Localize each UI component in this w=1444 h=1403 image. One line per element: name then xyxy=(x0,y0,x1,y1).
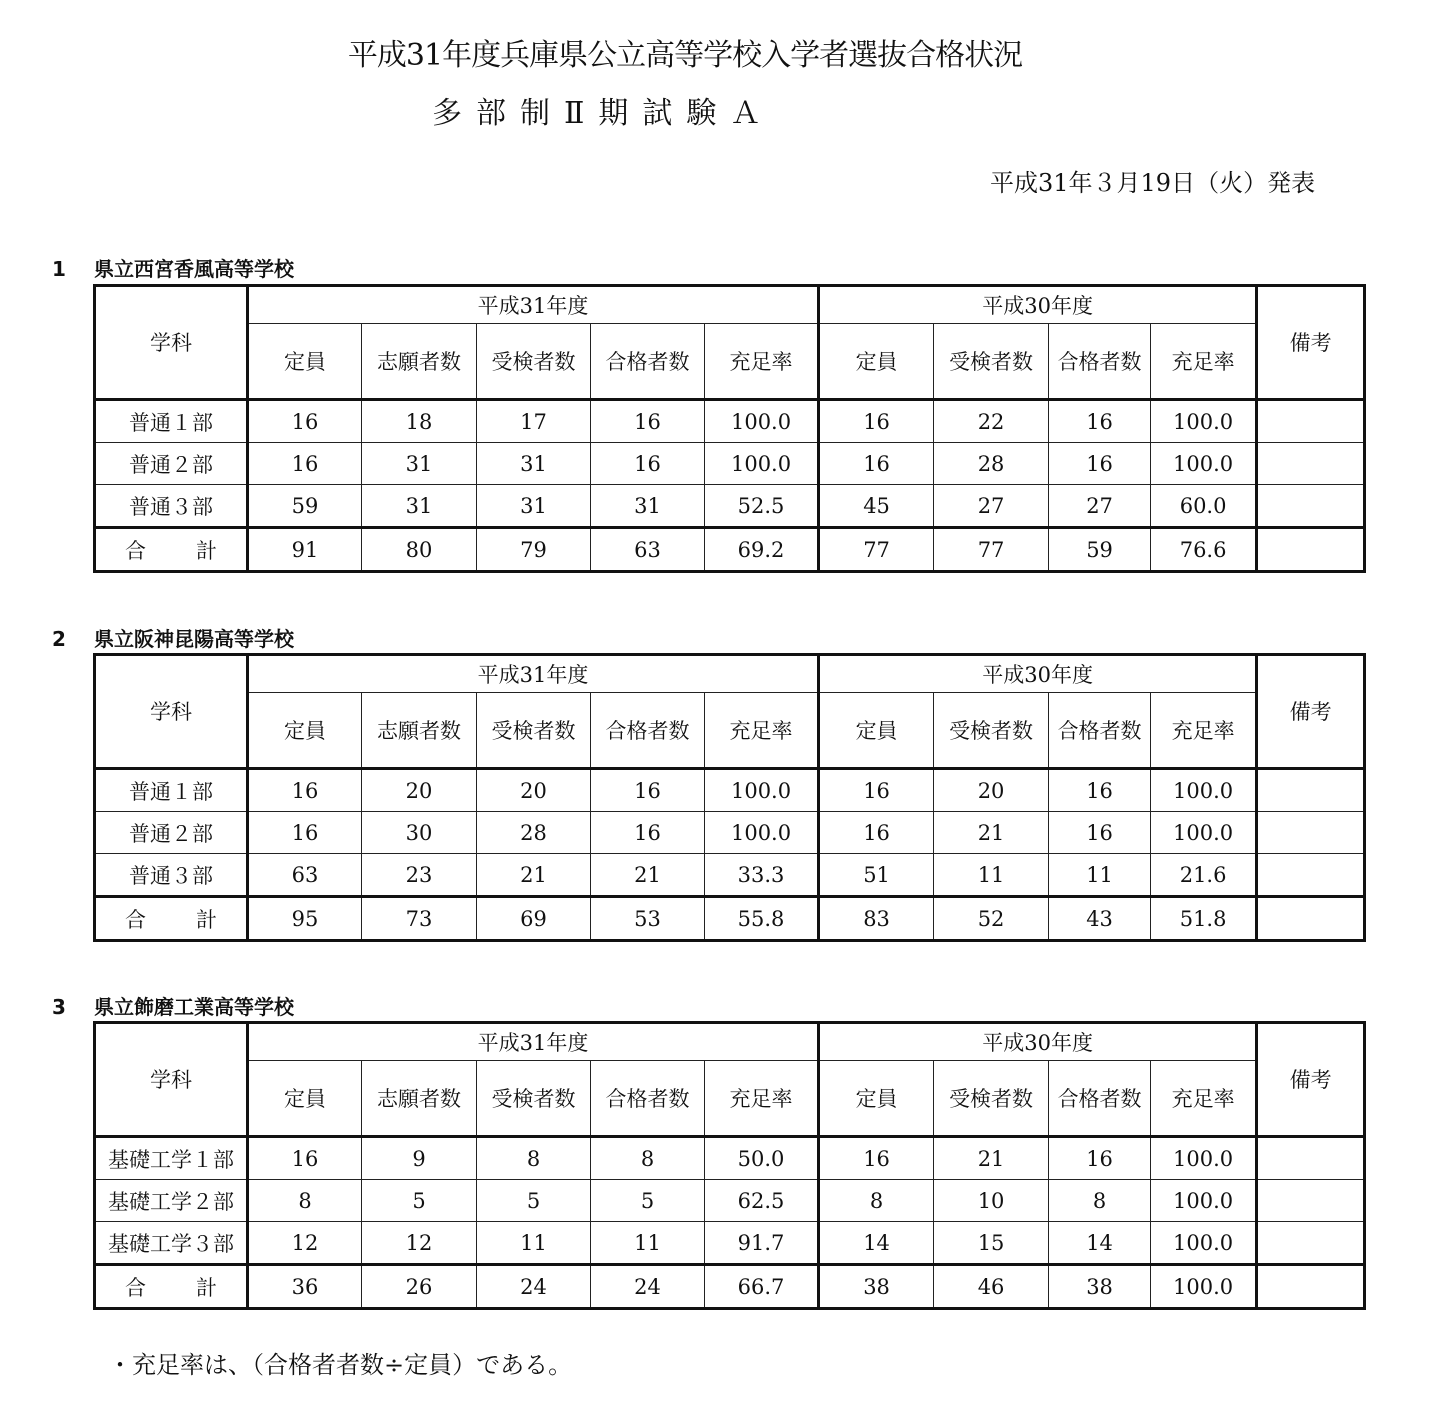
current-value-cell: 5 xyxy=(477,1180,591,1222)
current-value-cell: 16 xyxy=(591,769,705,812)
previous-value-cell: 51 xyxy=(819,854,934,897)
header-current-col: 合格者数 xyxy=(591,324,705,400)
total-current-cell: 63 xyxy=(591,528,705,572)
total-previous-cell: 46 xyxy=(934,1265,1049,1309)
current-value-cell: 11 xyxy=(591,1222,705,1265)
total-previous-cell: 100.0 xyxy=(1151,1265,1257,1309)
total-current-cell: 26 xyxy=(362,1265,477,1309)
header-current-col: 充足率 xyxy=(705,693,819,769)
current-value-cell: 62.5 xyxy=(705,1180,819,1222)
table-row xyxy=(95,854,1365,897)
total-current-cell: 53 xyxy=(591,897,705,941)
total-label-cell xyxy=(95,897,248,941)
current-value-cell: 20 xyxy=(477,769,591,812)
total-current-cell: 69 xyxy=(477,897,591,941)
header-row-columns xyxy=(95,324,1365,400)
current-value-cell: 16 xyxy=(248,1137,362,1180)
previous-value-cell: 14 xyxy=(1049,1222,1151,1265)
table-row xyxy=(95,1180,1365,1222)
previous-value-cell: 8 xyxy=(1049,1180,1151,1222)
header-row-years xyxy=(95,655,1365,693)
total-current-cell: 36 xyxy=(248,1265,362,1309)
results-table xyxy=(93,284,1366,573)
previous-value-cell: 27 xyxy=(934,485,1049,528)
current-value-cell: 31 xyxy=(362,485,477,528)
previous-value-cell: 100.0 xyxy=(1151,812,1257,854)
previous-value-cell: 8 xyxy=(819,1180,934,1222)
header-current-col: 志願者数 xyxy=(362,1061,477,1137)
current-value-cell: 16 xyxy=(248,812,362,854)
remark-cell xyxy=(1257,1180,1365,1222)
current-value-cell: 8 xyxy=(248,1180,362,1222)
department-cell: 普通３部 xyxy=(95,854,248,897)
header-year-current: 平成31年度 xyxy=(248,286,819,324)
table-row xyxy=(95,1137,1365,1180)
previous-value-cell: 11 xyxy=(934,854,1049,897)
previous-value-cell: 100.0 xyxy=(1151,1137,1257,1180)
previous-value-cell: 16 xyxy=(819,443,934,485)
school-heading xyxy=(52,253,294,282)
current-value-cell: 12 xyxy=(248,1222,362,1265)
previous-value-cell: 100.0 xyxy=(1151,1222,1257,1265)
school-number: 2 xyxy=(52,627,66,651)
previous-value-cell: 16 xyxy=(1049,400,1151,443)
header-previous-col: 充足率 xyxy=(1151,693,1257,769)
previous-value-cell: 100.0 xyxy=(1151,443,1257,485)
header-year-current: 平成31年度 xyxy=(248,1023,819,1061)
total-current-cell: 24 xyxy=(591,1265,705,1309)
header-current-col: 志願者数 xyxy=(362,693,477,769)
header-current-col: 受検者数 xyxy=(477,324,591,400)
header-current-col: 合格者数 xyxy=(591,693,705,769)
header-current-col: 定員 xyxy=(248,1061,362,1137)
remark-cell xyxy=(1257,400,1365,443)
current-value-cell: 17 xyxy=(477,400,591,443)
header-year-previous: 平成30年度 xyxy=(819,1023,1257,1061)
current-value-cell: 21 xyxy=(477,854,591,897)
current-value-cell: 91.7 xyxy=(705,1222,819,1265)
table-row xyxy=(95,485,1365,528)
current-value-cell: 11 xyxy=(477,1222,591,1265)
department-cell: 普通２部 xyxy=(95,443,248,485)
previous-value-cell: 10 xyxy=(934,1180,1049,1222)
department-cell: 普通１部 xyxy=(95,769,248,812)
previous-value-cell: 45 xyxy=(819,485,934,528)
header-current-col: 受検者数 xyxy=(477,1061,591,1137)
current-value-cell: 5 xyxy=(362,1180,477,1222)
total-previous-cell: 76.6 xyxy=(1151,528,1257,572)
total-previous-cell: 59 xyxy=(1049,528,1151,572)
total-label: 合計 xyxy=(125,907,217,932)
header-current-col: 受検者数 xyxy=(477,693,591,769)
current-value-cell: 5 xyxy=(591,1180,705,1222)
current-value-cell: 9 xyxy=(362,1137,477,1180)
results-table xyxy=(93,1021,1366,1310)
current-value-cell: 59 xyxy=(248,485,362,528)
current-value-cell: 100.0 xyxy=(705,443,819,485)
school-name: 県立西宮香風高等学校 xyxy=(94,257,294,281)
total-previous-cell: 77 xyxy=(819,528,934,572)
total-label: 合計 xyxy=(125,1275,217,1300)
previous-value-cell: 21.6 xyxy=(1151,854,1257,897)
header-current-col: 定員 xyxy=(248,693,362,769)
current-value-cell: 63 xyxy=(248,854,362,897)
total-current-cell: 73 xyxy=(362,897,477,941)
school-name: 県立飾磨工業高等学校 xyxy=(94,995,294,1019)
current-value-cell: 16 xyxy=(248,400,362,443)
previous-value-cell: 16 xyxy=(819,769,934,812)
total-current-cell: 95 xyxy=(248,897,362,941)
total-previous-cell: 38 xyxy=(819,1265,934,1309)
previous-value-cell: 100.0 xyxy=(1151,769,1257,812)
current-value-cell: 31 xyxy=(362,443,477,485)
school-number: 1 xyxy=(52,257,66,281)
total-previous-cell: 52 xyxy=(934,897,1049,941)
previous-value-cell: 16 xyxy=(819,1137,934,1180)
current-value-cell: 20 xyxy=(362,769,477,812)
current-value-cell: 52.5 xyxy=(705,485,819,528)
remark-cell xyxy=(1257,812,1365,854)
announcement-date: 平成31年３月19日（火）発表 xyxy=(990,169,1316,197)
previous-value-cell: 16 xyxy=(819,812,934,854)
total-current-cell: 69.2 xyxy=(705,528,819,572)
table-row xyxy=(95,769,1365,812)
header-previous-col: 受検者数 xyxy=(934,1061,1049,1137)
previous-value-cell: 22 xyxy=(934,400,1049,443)
total-current-cell: 91 xyxy=(248,528,362,572)
current-value-cell: 100.0 xyxy=(705,769,819,812)
table-row xyxy=(95,443,1365,485)
department-cell: 普通２部 xyxy=(95,812,248,854)
previous-value-cell: 16 xyxy=(1049,1137,1151,1180)
header-previous-col: 定員 xyxy=(819,693,934,769)
previous-value-cell: 15 xyxy=(934,1222,1049,1265)
total-remark-cell xyxy=(1257,528,1365,572)
header-year-previous: 平成30年度 xyxy=(819,655,1257,693)
current-value-cell: 28 xyxy=(477,812,591,854)
total-previous-cell: 51.8 xyxy=(1151,897,1257,941)
header-current-col: 志願者数 xyxy=(362,324,477,400)
previous-value-cell: 16 xyxy=(1049,812,1151,854)
current-value-cell: 16 xyxy=(591,812,705,854)
previous-value-cell: 14 xyxy=(819,1222,934,1265)
total-remark-cell xyxy=(1257,1265,1365,1309)
remark-cell xyxy=(1257,1137,1365,1180)
remark-cell xyxy=(1257,443,1365,485)
total-previous-cell: 43 xyxy=(1049,897,1151,941)
current-value-cell: 50.0 xyxy=(705,1137,819,1180)
previous-value-cell: 100.0 xyxy=(1151,400,1257,443)
header-remarks: 備考 xyxy=(1257,286,1365,400)
document-subtitle: 多部制Ⅱ期試験Ａ xyxy=(432,96,775,131)
department-cell: 基礎工学２部 xyxy=(95,1180,248,1222)
department-cell: 基礎工学３部 xyxy=(95,1222,248,1265)
total-label: 合計 xyxy=(125,538,217,563)
current-value-cell: 8 xyxy=(591,1137,705,1180)
school-number: 3 xyxy=(52,995,66,1019)
header-row-years xyxy=(95,1023,1365,1061)
total-previous-cell: 83 xyxy=(819,897,934,941)
header-previous-col: 定員 xyxy=(819,1061,934,1137)
current-value-cell: 30 xyxy=(362,812,477,854)
total-label-cell xyxy=(95,1265,248,1309)
header-previous-col: 受検者数 xyxy=(934,693,1049,769)
previous-value-cell: 27 xyxy=(1049,485,1151,528)
current-value-cell: 100.0 xyxy=(705,812,819,854)
header-current-col: 合格者数 xyxy=(591,1061,705,1137)
header-row-columns xyxy=(95,1061,1365,1137)
total-row xyxy=(95,1265,1365,1309)
table-row xyxy=(95,812,1365,854)
total-label-cell xyxy=(95,528,248,572)
table-row xyxy=(95,1222,1365,1265)
previous-value-cell: 28 xyxy=(934,443,1049,485)
total-current-cell: 80 xyxy=(362,528,477,572)
results-table xyxy=(93,653,1366,942)
header-current-col: 充足率 xyxy=(705,1061,819,1137)
remark-cell xyxy=(1257,769,1365,812)
previous-value-cell: 16 xyxy=(1049,443,1151,485)
header-previous-col: 合格者数 xyxy=(1049,693,1151,769)
previous-value-cell: 21 xyxy=(934,812,1049,854)
header-previous-col: 受検者数 xyxy=(934,324,1049,400)
current-value-cell: 31 xyxy=(591,485,705,528)
total-current-cell: 79 xyxy=(477,528,591,572)
previous-value-cell: 16 xyxy=(1049,769,1151,812)
header-remarks: 備考 xyxy=(1257,655,1365,769)
header-previous-col: 定員 xyxy=(819,324,934,400)
remark-cell xyxy=(1257,1222,1365,1265)
current-value-cell: 16 xyxy=(248,443,362,485)
header-previous-col: 合格者数 xyxy=(1049,1061,1151,1137)
current-value-cell: 31 xyxy=(477,485,591,528)
current-value-cell: 16 xyxy=(591,400,705,443)
header-subject: 学科 xyxy=(95,1023,248,1137)
total-current-cell: 24 xyxy=(477,1265,591,1309)
current-value-cell: 12 xyxy=(362,1222,477,1265)
previous-value-cell: 60.0 xyxy=(1151,485,1257,528)
footnote: ・充足率は、（合格者者数÷定員）である。 xyxy=(108,1351,573,1379)
remark-cell xyxy=(1257,854,1365,897)
header-row-columns xyxy=(95,693,1365,769)
total-previous-cell: 38 xyxy=(1049,1265,1151,1309)
header-year-previous: 平成30年度 xyxy=(819,286,1257,324)
total-current-cell: 55.8 xyxy=(705,897,819,941)
school-name: 県立阪神昆陽高等学校 xyxy=(94,627,294,651)
header-year-current: 平成31年度 xyxy=(248,655,819,693)
remark-cell xyxy=(1257,485,1365,528)
previous-value-cell: 21 xyxy=(934,1137,1049,1180)
department-cell: 普通１部 xyxy=(95,400,248,443)
department-cell: 普通３部 xyxy=(95,485,248,528)
current-value-cell: 16 xyxy=(591,443,705,485)
current-value-cell: 33.3 xyxy=(705,854,819,897)
header-row-years xyxy=(95,286,1365,324)
department-cell: 基礎工学１部 xyxy=(95,1137,248,1180)
current-value-cell: 21 xyxy=(591,854,705,897)
previous-value-cell: 16 xyxy=(819,400,934,443)
current-value-cell: 16 xyxy=(248,769,362,812)
total-remark-cell xyxy=(1257,897,1365,941)
total-current-cell: 66.7 xyxy=(705,1265,819,1309)
total-previous-cell: 77 xyxy=(934,528,1049,572)
current-value-cell: 100.0 xyxy=(705,400,819,443)
header-previous-col: 合格者数 xyxy=(1049,324,1151,400)
previous-value-cell: 100.0 xyxy=(1151,1180,1257,1222)
school-heading xyxy=(52,991,294,1020)
header-current-col: 定員 xyxy=(248,324,362,400)
total-row xyxy=(95,528,1365,572)
previous-value-cell: 20 xyxy=(934,769,1049,812)
current-value-cell: 31 xyxy=(477,443,591,485)
table-row xyxy=(95,400,1365,443)
header-previous-col: 充足率 xyxy=(1151,1061,1257,1137)
header-previous-col: 充足率 xyxy=(1151,324,1257,400)
current-value-cell: 23 xyxy=(362,854,477,897)
current-value-cell: 18 xyxy=(362,400,477,443)
current-value-cell: 8 xyxy=(477,1137,591,1180)
header-subject: 学科 xyxy=(95,655,248,769)
total-row xyxy=(95,897,1365,941)
header-remarks: 備考 xyxy=(1257,1023,1365,1137)
header-subject: 学科 xyxy=(95,286,248,400)
document-title: 平成31年度兵庫県公立高等学校入学者選抜合格状況 xyxy=(347,38,1023,73)
school-heading xyxy=(52,623,294,652)
header-current-col: 充足率 xyxy=(705,324,819,400)
previous-value-cell: 11 xyxy=(1049,854,1151,897)
